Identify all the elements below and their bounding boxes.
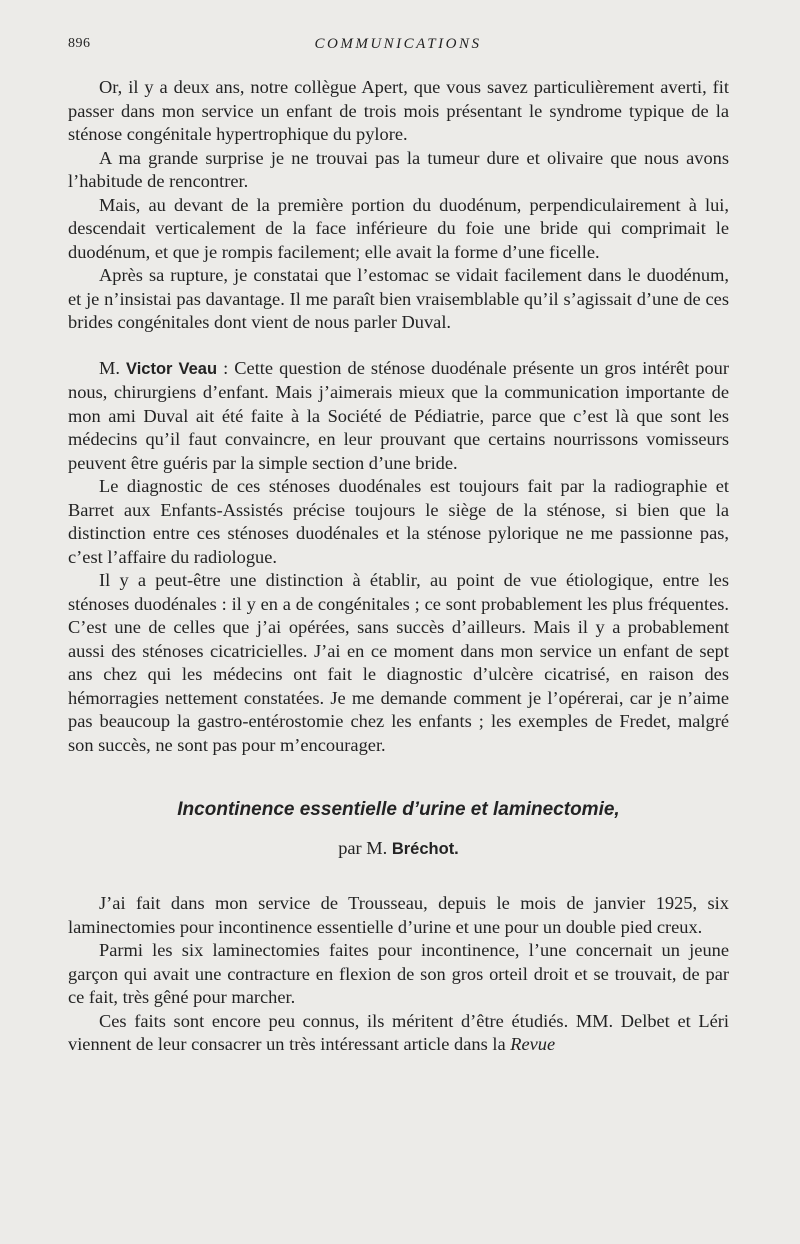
paragraph: A ma grande surprise je ne trouvai pas la tumeur dure et olivaire que nous avons l’habitude de rencontrer. (68, 147, 729, 191)
paragraph: Or, il y a deux ans, notre collègue Apert, que vous savez particulièrement averti, fit passer dans mon service un enfant de trois mois présentant le syndrome typique de la sténose congénitale hypertrophique du pylore. (68, 77, 729, 144)
speaker-name: Victor Veau (126, 359, 218, 378)
speaker-text: : Cette question de sténose duodénale présente un gros intérêt pour nous, chirurgiens d’enfant. Mais j’aimerais mieux que la communication importante de mon ami Duval ait été faite à la Société de Pédiatrie, parce que c’est là que sont les médecins qu’il faut convaincre, en leur prouvant que certains nourrissons vomisseurs peuvent être guéris par la simple section d’une bride. (68, 357, 729, 473)
byline (68, 835, 729, 862)
spacer (68, 335, 729, 357)
speaker-paragraph (68, 357, 729, 476)
journal-name: Revue (510, 1034, 556, 1054)
paragraph: Il y a peut-être une distinction à établir, au point de vue étiologique, entre les sténoses duodénales : il y en a de congénitales ; ce sont probablement les plus fréquentes. C’est une de celles que j’ai opérées, sans succès d’ailleurs. Mais il y a probablement aussi des sténoses cicatricielles. J’ai en ce moment dans mon service un enfant de sept ans chez qui les médecins ont fait le diagnostic d’ulcère cicatrisé, en raison des hémorragies nettement constatées. Je me demande comment je l’opérerai, car je n’aime pas beaucoup la gastro-entérostomie chez les enfants ; les exemples de Fredet, malgré son succès, ne sont pas pour m’encourager. (68, 570, 729, 755)
page-body (68, 76, 729, 1057)
section-title: Incontinence essentielle d’urine et laminectomie, (177, 799, 620, 820)
paragraph: Après sa rupture, je constatai que l’estomac se vidait facilement dans le duodénum, et je n’insistai pas davantage. Il me paraît bien vraisemblable qu’il s’agissait d’une de ces brides congénitales dont vient de nous parler Duval. (68, 265, 729, 332)
page-number: 896 (68, 36, 91, 51)
paragraph: J’ai fait dans mon service de Trousseau, depuis le mois de janvier 1925, six laminectomies pour incontinence essentielle d’urine et une pour un double pied creux. (68, 893, 729, 937)
paragraph (68, 1010, 729, 1057)
paragraph: Mais, au devant de la première portion du duodénum, perpendiculairement à lui, descendait verticalement de la face inférieure du foie une bride qui comprimait le duodénum, et que je rompis facilement; elle avait la forme d’une ficelle. (68, 194, 729, 262)
paragraph-text: Ces faits sont encore peu connus, ils méritent d’être étudiés. MM. Delbet et Léri viennent de leur consacrer un très intéressant article dans la (68, 1010, 729, 1054)
spacer (68, 862, 729, 892)
page-header (68, 36, 728, 60)
speaker-prefix: M. (99, 357, 120, 378)
running-head: COMMUNICATIONS (314, 36, 482, 52)
byline-prefix: par M. (338, 838, 388, 858)
paragraph: Parmi les six laminectomies faites pour incontinence, l’une concernait un jeune garçon qui avait une contracture en flexion de son gros orteil droit et se trouvait, de par ce fait, très gêné pour marcher. (68, 940, 729, 1007)
paragraph: Le diagnostic de ces sténoses duodénales est toujours fait par la radiographie et Barret aux Enfants-Assistés précise toujours le siège de la sténose, si bien que la distinction entre ces sténoses duodénales et la sténose pylorique ne me passionne pas, c’est l’affaire du radiologue. (68, 476, 729, 567)
spacer (68, 757, 729, 797)
author-name: Bréchot. (391, 840, 459, 858)
